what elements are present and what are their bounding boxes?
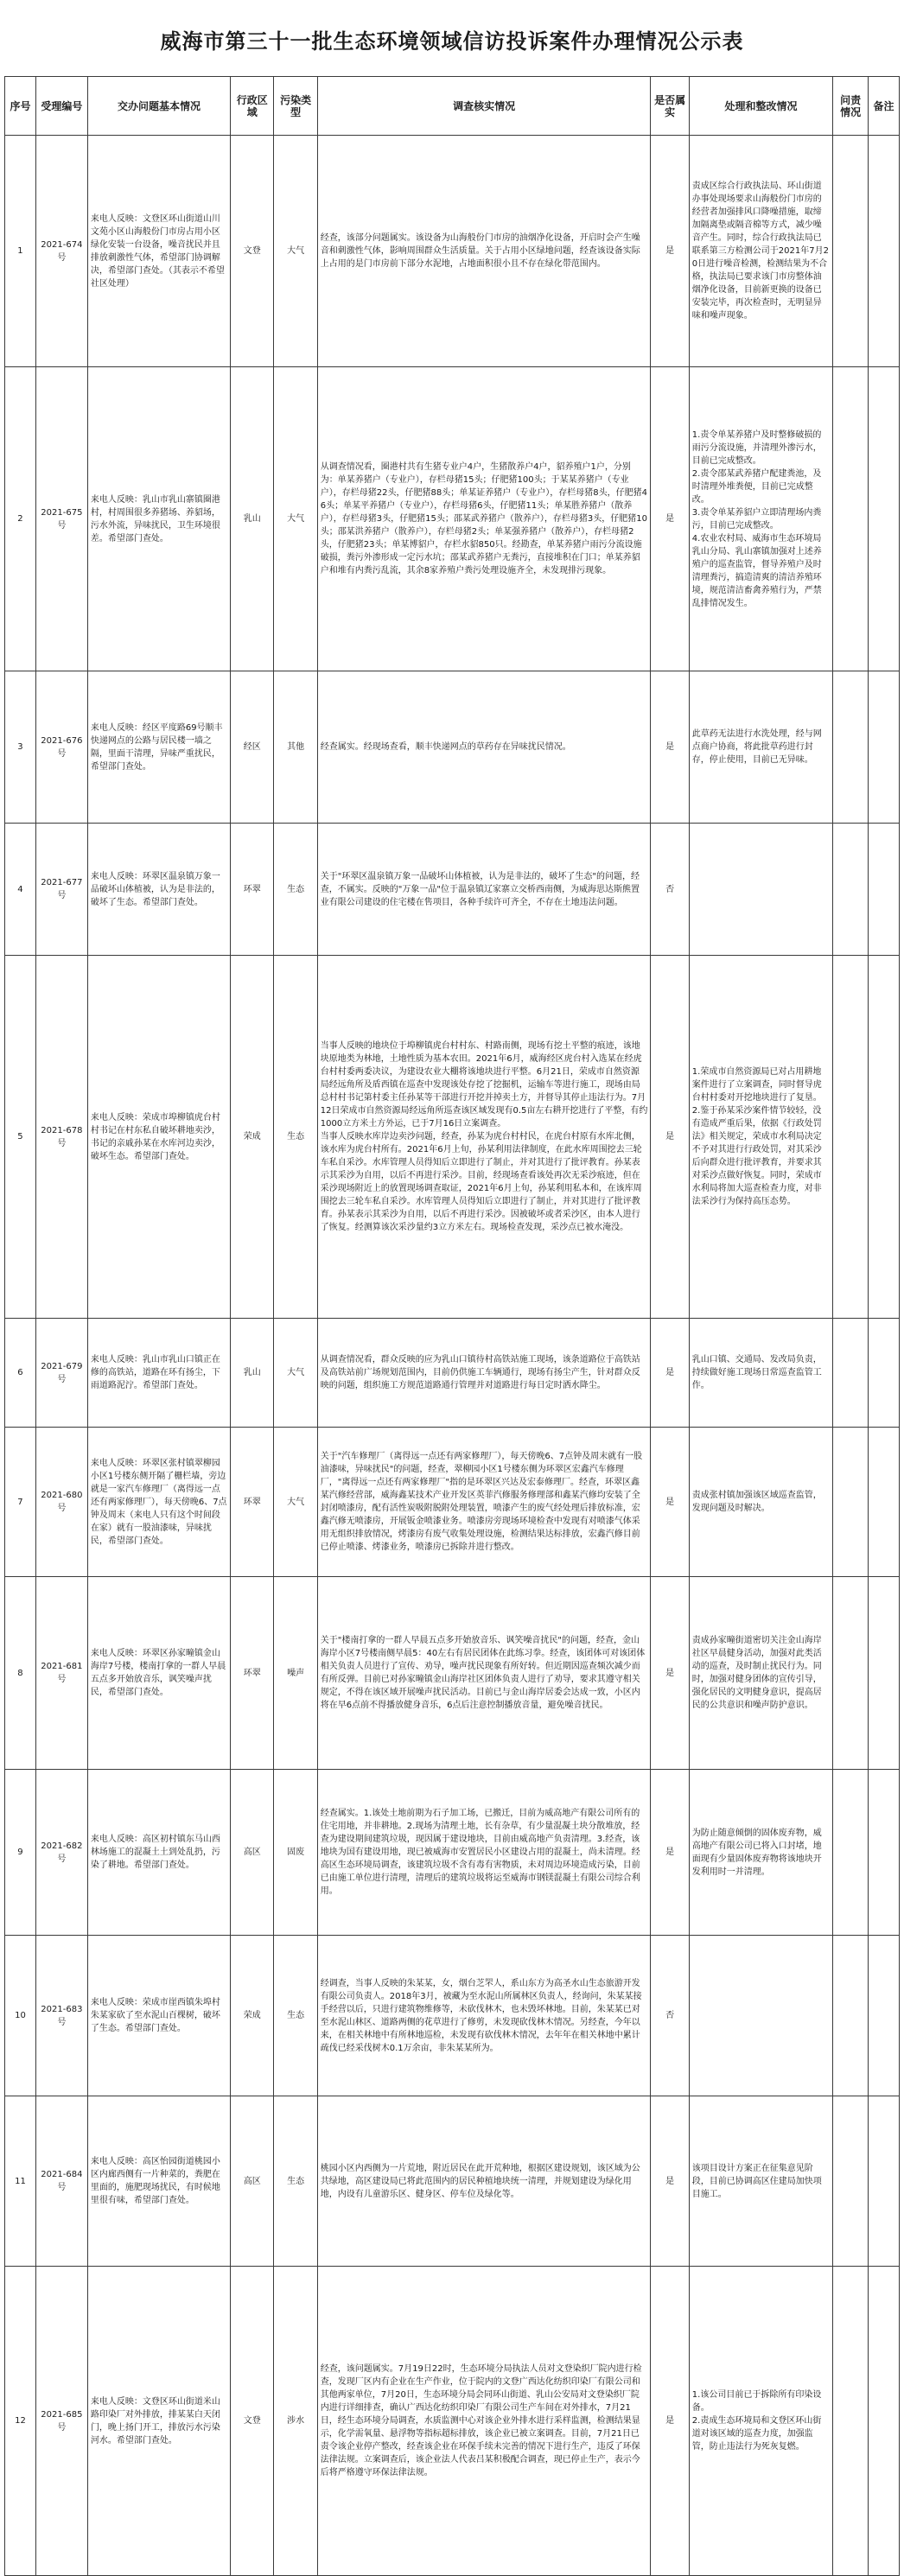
cell-seq: 7 — [5, 1428, 36, 1577]
cell-handling — [689, 824, 833, 956]
cell-remarks — [869, 2267, 900, 2576]
table-row — [5, 367, 900, 671]
cell-type: 生态 — [274, 2096, 317, 2267]
cell-code: 2021-678号 — [35, 956, 87, 1319]
cell-type: 噪声 — [274, 1577, 317, 1770]
cell-handling: 责成张村镇加强该区域巡查监管，发现问题及时解决。 — [689, 1428, 833, 1577]
cell-code: 2021-680号 — [35, 1428, 87, 1577]
cell-accountability — [833, 136, 869, 367]
cell-verified: 是 — [651, 1770, 689, 1936]
cell-seq: 11 — [5, 2096, 36, 2267]
cell-accountability — [833, 956, 869, 1319]
cell-seq: 10 — [5, 1936, 36, 2096]
cell-handling: 乳山口镇、交通局、发改局负责，持续做好施工现场日常巡查监管工作。 — [689, 1319, 833, 1428]
table-row — [5, 1936, 900, 2096]
cell-remarks — [869, 956, 900, 1319]
cell-remarks — [869, 1577, 900, 1770]
cell-code: 2021-674号 — [35, 136, 87, 367]
table-row — [5, 956, 900, 1319]
cell-investigation: 从调查情况看，群众反映的应为乳山口镇待村高铁站施工现场，该条道路位于高铁站及高铁站前广场规划范围内，目前仍供施工车辆通行，现场有扬尘产生，针对群众反映的问题，组织施工方规范道路通行管理并对道路进行每日定时洒水降尘。 — [317, 1319, 651, 1428]
header-handling: 处理和整改情况 — [689, 77, 833, 136]
cell-handling: 1.该公司目前已于拆除所有印染设备。 2.责成生态环境局和文登区环山街道对该区域的巡查力度，加强监管，防止违法行为死灰复燃。 — [689, 2267, 833, 2576]
header-district: 行政区域 — [231, 77, 274, 136]
cell-issue: 来电人反映：环翠区温泉镇万象一品破坏山体植被，认为是非法的，破坏了生态。希望部门查处。 — [87, 824, 230, 956]
cell-district: 文登 — [231, 2267, 274, 2576]
table-row — [5, 2267, 900, 2576]
header-accountability: 问责情况 — [833, 77, 869, 136]
header-issue: 交办问题基本情况 — [87, 77, 230, 136]
cell-type: 大气 — [274, 1428, 317, 1577]
cell-seq: 12 — [5, 2267, 36, 2576]
cell-district: 荣成 — [231, 1936, 274, 2096]
cell-seq: 9 — [5, 1770, 36, 1936]
cell-remarks — [869, 1319, 900, 1428]
cell-district: 环翠 — [231, 1428, 274, 1577]
cell-type: 大气 — [274, 1319, 317, 1428]
cell-issue: 来电人反映：文登区环山街道米山路印染厂对外排放，排某某白天闭门，晚上扬门开工，排放污水污染河水。希望部门查处。 — [87, 2267, 230, 2576]
cell-seq: 1 — [5, 136, 36, 367]
header-seq: 序号 — [5, 77, 36, 136]
cell-accountability — [833, 824, 869, 956]
cell-type: 其他 — [274, 671, 317, 824]
cell-investigation: 桃园小区内西侧为一片荒地，附近居民在此开荒种地，根据区建设规划，该区域为公共绿地，高区建设局已将此范围内的居民种植地块统一清理，并规划建设为绿化用地，内设有儿童游乐区、健身区、停车位及绿化等。 — [317, 2096, 651, 2267]
cell-district: 高区 — [231, 1770, 274, 1936]
cell-district: 乳山 — [231, 1319, 274, 1428]
cell-seq: 4 — [5, 824, 36, 956]
cell-verified: 是 — [651, 1577, 689, 1770]
cell-district: 荣成 — [231, 956, 274, 1319]
cell-seq: 8 — [5, 1577, 36, 1770]
cell-district: 环翠 — [231, 824, 274, 956]
cell-verified: 是 — [651, 671, 689, 824]
header-verified: 是否属实 — [651, 77, 689, 136]
cell-district: 经区 — [231, 671, 274, 824]
table-row — [5, 136, 900, 367]
table-row — [5, 1577, 900, 1770]
page-title: 威海市第三十一批生态环境领域信访投诉案件办理情况公示表 — [160, 29, 744, 54]
cell-district: 乳山 — [231, 367, 274, 671]
header-investigation: 调查核实情况 — [317, 77, 651, 136]
cell-district: 高区 — [231, 2096, 274, 2267]
cell-investigation: 从调查情况看，圈港村共有生猪专业户4户，生猪散养户4户，貂养殖户1户，分别为：单某养猪户（专业户），存栏母猪15头；仔肥猪100头；于某某养猪户（专业户），存栏母猪22头，仔肥猪88头；单某证养猪户（专业户），存栏母猪8头，仔肥猪46头；单某平养猪户（专业户），存栏母猪6头，仔肥猪11头；单某胜养猪户（散养户），存栏母猪3头，仔肥猪15头；邵某武养猪户（散养户），存栏母猪3头，仔肥猪10头；邵某洪养猪户（散养户），存栏母猪2头；单某强养猪户（散养户），存栏母猪2头，仔肥猪23头；单某博貂户，存栏水貂850只。经勘查，单某养猪户雨污分流设施破损，粪污外渗形成一定污水坑；邵某武养猪户无粪污，直接堆积在门口；单某养貂户和堆有内粪污乱流，其余8家养殖户粪污处理设施齐全，未发现排污现象。 — [317, 367, 651, 671]
table-row — [5, 1319, 900, 1428]
cell-investigation: 经查，该部分问题属实。该设备为山海般份门市房的油烟净化设备，开启时会产生噪音和刺激性气体，影响周围群众生活质量。关于占用小区绿地问题，经查该设备实际上占用的是门市房前下部分水泥地，占地面积很小且不存在绿化带范围内。 — [317, 136, 651, 367]
cell-code: 2021-683号 — [35, 1936, 87, 2096]
cell-accountability — [833, 1770, 869, 1936]
cell-remarks — [869, 824, 900, 956]
cell-handling: 责成孙家疃街道密切关注金山海岸社区早晨健身活动，加强对此类活动的巡查，及时制止扰民行为。同时，加强对健身团体的宣传引导，强化居民的文明健身意识，提高居民的公共意识和噪声防护意识。 — [689, 1577, 833, 1770]
cell-handling: 责成区综合行政执法局、环山街道办事处现场要求山海般份门市房的经营者加强排风口降噪措施，取缔加隔离垫或隔音棉等方式，减少噪音产生。同时，综合行政执法局已联系第三方检测公司于2021年7月20日进行噪音检测，检测结果为不合格，执法局已要求该门市房整体油烟净化设备，目前新更换的设备已安装完毕，再次检查时，无明显异味和噪声现象。 — [689, 136, 833, 367]
header-remarks: 备注 — [869, 77, 900, 136]
table-body — [5, 136, 900, 2576]
cell-code: 2021-684号 — [35, 2096, 87, 2267]
cell-issue: 来电人反映：荣成市埠柳镇虎台村村书记在村东私自破坏耕地卖沙，书记的亲戚孙某在水库河边卖沙，破坏生态。希望部门查处。 — [87, 956, 230, 1319]
cell-code: 2021-685号 — [35, 2267, 87, 2576]
cell-accountability — [833, 671, 869, 824]
cell-investigation: 关于"楼南打拿的一群人早晨五点多开始放音乐、讽笑噪音扰民"的问题，经查，金山海岸小区7号楼南侧早晨5：40左右有居民团体在此练习拳。经查，该团体可对该团体相关负责人员进行了宣传、劝导，噪声扰民现象有所好转。但近期因巡查频次减少而有所反弹。目前已对孙家疃镇金山海岸社区团体负责人进行了劝导，要求其遵守相关规定，不得在该区域开展噪声扰民活动。目前已与金山海岸居委会达成一致，小区内将在早6点前不得播放健身音乐，6点后注意控制播放音量，避免噪音扰民。 — [317, 1577, 651, 1770]
table-row — [5, 2096, 900, 2267]
cell-verified: 是 — [651, 2267, 689, 2576]
table-row — [5, 671, 900, 824]
cell-issue: 来电人反映：荣成市崖西镇朱埠村朱某家砍了至水泥山百棵树，破坏了生态。希望部门查处。 — [87, 1936, 230, 2096]
cell-investigation: 关于"汽车修理厂（离得远一点还有两家修理厂），每天傍晚6、7点钟及周末就有一股油漆味，异味扰民"的问题，经查，翠柳园小区1号楼东侧为环翠区宏鑫汽车修理厂，"离得远一点还有两家修理厂"指的是环翠区兴达及宏泰修理厂。经查，环翠区鑫某汽修经营部，威海鑫某技术产业开发区英菲汽修服务修理部和鑫某汽修均安装了全封闭喷漆房，配有活性炭吸附脱附处理装置，喷漆产生的废气经处理后排放标准，宏鑫汽修无喷漆房，开展钣金喷漆业务。喷漆房旁现场环境检查中发现有对喷漆气体采用无组织排放情况，烤漆房有废气收集处理设施，检测结果达标排放，宏鑫汽修目前已停止喷漆、烤漆业务，喷漆房已拆除并进行整改。 — [317, 1428, 651, 1577]
cell-issue: 来电人反映：环翠区张村镇翠柳园小区1号楼东侧开隔了栅栏墙，旁边就是一家汽车修理厂（离得远一点还有两家修理厂），每天傍晚6、7点钟及周末（来电人只有这个时间段在家）就有一股油漆味，异味扰民，希望部门查处。 — [87, 1428, 230, 1577]
cell-handling: 该项目设计方案正在征集意见阶段，目前已协调高区住建局加快项目施工。 — [689, 2096, 833, 2267]
cell-handling: 为防止随意倾倒的固体废弃物，威高地产有限公司已将入口封堵，地面现有少量固体废弃物将该地块开发利用时一并清理。 — [689, 1770, 833, 1936]
cell-issue: 来电人反映：高区初村镇东马山西林场施工的混凝土土到处乱扔，污染了耕地。希望部门查处。 — [87, 1770, 230, 1936]
cell-investigation: 经查属实。1.该处土地前期为石子加工场，已搬迁，目前为威高地产有限公司所有的住宅用地，并非耕地。2.现场为清理土地，长有杂草，有少量混凝土块分散堆放，经查为建设期间建筑垃圾，现因属于建设地块，目前由威高地产负责清理。3.经查，该地块为国有建设用地，现已被威海市安置居民小区建设占用的混凝土，尚未清理。经高区生态环境局调查，该建筑垃圾不含有毒有害物质，未对周边环境造成污染，目前已由施工单位进行清理，清理后的建筑垃圾将运至威海市钢镁混凝土有限公司综合利用。 — [317, 1770, 651, 1936]
cell-seq: 3 — [5, 671, 36, 824]
cell-seq: 5 — [5, 956, 36, 1319]
cell-verified: 是 — [651, 956, 689, 1319]
cell-remarks — [869, 367, 900, 671]
cell-verified: 否 — [651, 1936, 689, 2096]
cell-investigation: 经调查，当事人反映的朱某某，女，烟台芝罘人，系山东方为高圣水山生态旅游开发有限公司负责人。2018年3月，被藏为至水泥山所属林区负责人，经询问，朱某某接手经营以后，只进行建筑物维修等，未砍伐林木，也未毁坏林地。目前，朱某某已对至水泥山林区、道路两侧的花草进行了修剪，未发现砍伐林木情况。另经查，今年以来，在相关林地中有所林地巡检，未发现有砍伐林木情况，去年年在相关林地中累计疏伐已经采伐树木0.1万余亩，非朱某某所为。 — [317, 1936, 651, 2096]
cell-handling: 1.责令单某养猪户及时整修破损的雨污分流设施，并清理外渗污水，目前已完成整改。 2.责令邵某武养猪户配建粪池，及时清理外堆粪便，目前已完成整改。 3.责令单某养貂户立即清理场内粪污，目前已完成整改。 4.农业农村局、威海市生态环境局乳山分局、乳山寨镇加强对上述养殖户的巡查监管，督导养殖户及时清理粪污，搞造清爽的清洁养殖环境，规范清洁畜禽养殖行为，严禁乱排情况发生。 — [689, 367, 833, 671]
header-type: 污染类型 — [274, 77, 317, 136]
cell-code: 2021-677号 — [35, 824, 87, 956]
cell-remarks — [869, 671, 900, 824]
cell-issue: 来电人反映：乳山市乳山寨镇圈港村，村周围很多养猪场、养貂场，污水外流，异味扰民，卫生环境很差。希望部门查处。 — [87, 367, 230, 671]
cell-type: 生态 — [274, 956, 317, 1319]
cell-type: 生态 — [274, 824, 317, 956]
cell-type: 大气 — [274, 367, 317, 671]
cell-code: 2021-676号 — [35, 671, 87, 824]
cell-verified: 是 — [651, 1319, 689, 1428]
cell-accountability — [833, 367, 869, 671]
cell-verified: 否 — [651, 824, 689, 956]
cell-type: 固废 — [274, 1770, 317, 1936]
cell-type: 生态 — [274, 1936, 317, 2096]
cell-district: 文登 — [231, 136, 274, 367]
cell-code: 2021-675号 — [35, 367, 87, 671]
cell-type: 大气 — [274, 136, 317, 367]
cell-investigation: 经查属实。经现场查看，顺丰快递网点的草药存在异味扰民情况。 — [317, 671, 651, 824]
complaint-table — [4, 76, 900, 2576]
cell-remarks — [869, 136, 900, 367]
cell-verified: 是 — [651, 136, 689, 367]
cell-verified: 是 — [651, 2096, 689, 2267]
cell-code: 2021-682号 — [35, 1770, 87, 1936]
table-row — [5, 824, 900, 956]
cell-investigation: 经查，该问题属实。7月19日22时，生态环境分局执法人员对文登染织厂院内进行检查，发现厂区内有企业在生产作业，位于院内的文登广西达化纺织印染厂有限公司和其他两家单位，7月20日，生态环境分局会同环山街道、乳山公安局对文登染织厂院内进行详细排查，确认广西达化纺织印染厂有限公司生产车间在对外排水，7月21日，经生态环境分局调查，水质监测中心对该企业外排水进行采样监测，检测结果显示，化学需氧量、悬浮物等指标超标排放，该企业已被立案调查。目前，7月21日已责令该企业停产整改，经查该企业在环保手续未完善的情况下进行生产，违反了环保法律法规。立案调查后，该企业法人代表吕某积极配合调查，现已停止生产，表示今后将严格遵守环保法律法规。 — [317, 2267, 651, 2576]
cell-type: 涉水 — [274, 2267, 317, 2576]
table-header-row — [5, 77, 900, 136]
cell-accountability — [833, 1428, 869, 1577]
cell-handling: 此草药无法进行水洗处理，经与网点商户协商，将此批草药进行封存，停止使用，目前已无异味。 — [689, 671, 833, 824]
cell-code: 2021-679号 — [35, 1319, 87, 1428]
cell-issue: 来电人反映：高区怡园街道桃园小区内廊西侧有一片种菜的，粪肥在里面的，施肥现场扰民，有时候地里很有味，希望部门查处。 — [87, 2096, 230, 2267]
cell-investigation: 关于"环翠区温泉镇万象一品破坏山体植被，认为是非法的，破坏了生态"的问题，经查，不属实。反映的"万象一品"位于温泉镇辽家寨立交桥西南侧，为威海思达斯熊置业有限公司建设的住宅楼在售项目，各种手续许可齐全，不存在土地违法问题。 — [317, 824, 651, 956]
table-row — [5, 1428, 900, 1577]
cell-seq: 2 — [5, 367, 36, 671]
cell-verified: 是 — [651, 367, 689, 671]
cell-accountability — [833, 1577, 869, 1770]
cell-remarks — [869, 1936, 900, 2096]
cell-accountability — [833, 1936, 869, 2096]
header-code: 受理编号 — [35, 77, 87, 136]
cell-verified: 是 — [651, 1428, 689, 1577]
table-row — [5, 1770, 900, 1936]
cell-issue: 来电人反映：环翠区孙家疃镇金山海岸7号楼，楼南打拿的一群人早晨五点多开始放音乐，讽笑噪声扰民，希望部门查处。 — [87, 1577, 230, 1770]
cell-issue: 来电人反映：文登区环山街道山川文苑小区山海般份门市房占用小区绿化安装一台设备，噪音扰民并且排放刺激性气体，希望部门协调解决，希望部门查处。（其表示不希望社区处理） — [87, 136, 230, 367]
cell-district: 环翠 — [231, 1577, 274, 1770]
cell-seq: 6 — [5, 1319, 36, 1428]
cell-issue: 来电人反映：经区平度路69号顺丰快递网点的公路与居民楼一墙之隔，里面干清理，异味严重扰民，希望部门查处。 — [87, 671, 230, 824]
cell-handling: 1.荣成市自然资源局已对占用耕地案件进行了立案调查，同时督导虎台村村委对开挖地块进行了复垦。 2.鉴于孙某采沙案件情节较轻，没有造成严重后果，依据《行政处罚法》相关规定，荣成市水利局决定不予对其进行行政处罚，对其采沙后向群众进行批评教育，并要求其对采沙点做好恢复。同时，荣成市水利局将加大巡查检查力度，对非法采沙行为保持高压态势。 — [689, 956, 833, 1319]
cell-remarks — [869, 2096, 900, 2267]
cell-handling — [689, 1936, 833, 2096]
cell-remarks — [869, 1770, 900, 1936]
cell-accountability — [833, 2096, 869, 2267]
cell-issue: 来电人反映：乳山市乳山口镇正在修的高铁站，道路在环有扬尘，下雨道路泥泞。希望部门查处。 — [87, 1319, 230, 1428]
cell-code: 2021-681号 — [35, 1577, 87, 1770]
cell-remarks — [869, 1428, 900, 1577]
cell-accountability — [833, 2267, 869, 2576]
cell-investigation: 当事人反映的地块位于埠柳镇虎台村村东、村路南侧，现场有挖土平整的痕迹，该地块原地类为林地，土地性质为基本农田。2021年6月，威海经区虎台村入选某在经虎台村村委两委决议，为建设农业大棚将该地块进行平整。6月21日，荣成市自然资源局经远角所及盾西镇在巡查中发现该处存挖了挖掘机，运输车等进行施工，现场由局总村村书记第村委主任孙某等干部进行开挖并掉卖土方，并督导其停止违法行为。7月12日荣成市自然资源局经远角所巡查该区域发现有0.5亩左右耕开挖进行了平整，有约1000立方米土方外运，已于7月16日立案调查。 当事人反映水库岸边卖沙问题，经查，孙某为虎台村村民，在虎台村原有水库北侧，该水库为虎台村所有。2021年6月上旬，孙某利用法律制度，在此水库周围挖去三轮车私自采沙。水库管理人员得知后立即进行了制止，并对其进行了批评教育。孙某表示其采沙为自用，以后不再进行采沙。目前，经现场查看该处再次无采沙痕迹，但在采沙现场附近上的放置现场调查取证，2021年6月上旬，孙某利用私本和，在该库周围挖去三轮车私自采沙。水库管理人员得知后立即进行了制止，并对其进行了批评教育。孙某表示其采沙为自用，以后不再进行采沙。因被破坏或者采沙区，由本人进行了恢复。经测算该次采沙量约3立方米左右。现场检查发现，采沙点已被水淹没。 — [317, 956, 651, 1319]
cell-accountability — [833, 1319, 869, 1428]
